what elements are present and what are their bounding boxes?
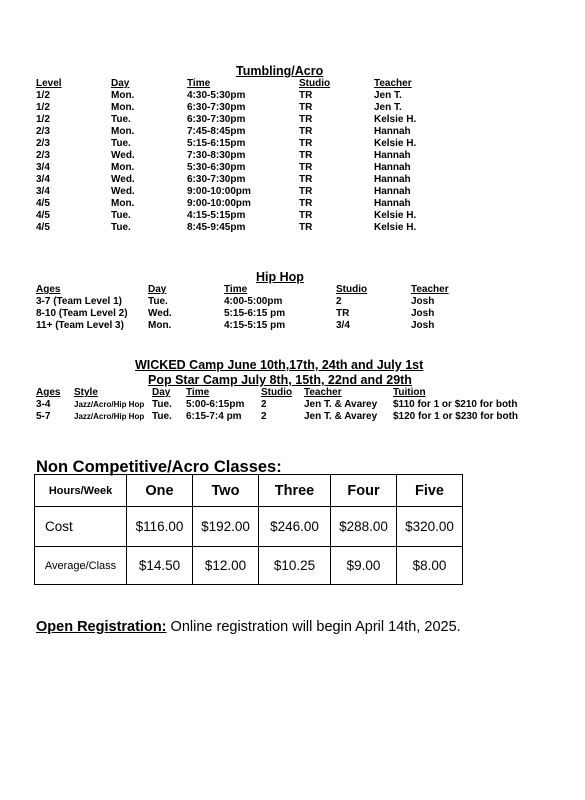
camp-cell: 6:15-7:4 pm: [186, 411, 242, 422]
tumbling-cell: Tue.: [111, 222, 131, 233]
tumbling-cell: 3/4: [36, 174, 50, 185]
tumbling-cell: 4:30-5:30pm: [187, 90, 246, 101]
cost-cell: $246.00: [259, 507, 331, 547]
camp-cell: 2: [261, 399, 267, 410]
tumbling-cell: TR: [299, 150, 313, 161]
tumbling-header-cell: Day: [111, 78, 130, 89]
tumbling-header-cell: Studio: [299, 78, 331, 89]
hiphop-cell: 4:15-5:15 pm: [224, 320, 286, 331]
tumbling-cell: Kelsie H.: [374, 138, 417, 149]
tumbling-cell: 7:45-8:45pm: [187, 126, 246, 137]
average-class-cell: $9.00: [331, 547, 397, 585]
hiphop-cell: Josh: [411, 320, 435, 331]
registration-text: Online registration will begin April 14th, 2025.: [166, 619, 461, 635]
tumbling-header-cell: Teacher: [374, 78, 412, 89]
tumbling-row: [36, 162, 454, 174]
tumbling-row: [36, 90, 454, 102]
camp-cell: 5:00-6:15pm: [186, 399, 245, 410]
tumbling-cell: Kelsie H.: [374, 210, 417, 221]
camp-header-cell: Style: [74, 387, 98, 398]
average-class-cell: $8.00: [397, 547, 463, 585]
tumbling-cell: 3/4: [36, 162, 50, 173]
tumbling-cell: 2/3: [36, 138, 50, 149]
camp-header-cell: Tuition: [393, 387, 426, 398]
registration-label: Open Registration:: [36, 619, 167, 635]
camp-cell: Tue.: [152, 411, 172, 422]
tumbling-header-cell: Level: [36, 78, 62, 89]
tumbling-cell: 6:30-7:30pm: [187, 174, 246, 185]
cost-cell: $116.00: [127, 507, 193, 547]
hiphop-cell: 11+ (Team Level 3): [36, 320, 124, 331]
tumbling-cell: Wed.: [111, 150, 135, 161]
tumbling-cell: 1/2: [36, 114, 50, 125]
tumbling-cell: Tue.: [111, 210, 131, 221]
hiphop-cell: 3/4: [336, 320, 350, 331]
tumbling-cell: 5:30-6:30pm: [187, 162, 246, 173]
tumbling-cell: 4/5: [36, 198, 50, 209]
hours-column-header-cell: Two: [193, 475, 259, 507]
average-class-cell: $10.25: [259, 547, 331, 585]
tumbling-row: [36, 210, 454, 222]
hiphop-schedule-table: [36, 284, 491, 332]
camp-header-cell: Day: [152, 387, 171, 398]
tumbling-cell: 4/5: [36, 210, 50, 221]
tumbling-cell: Hannah: [374, 186, 411, 197]
camp-header-cell: Studio: [261, 387, 293, 398]
hiphop-header-cell: Day: [148, 284, 167, 295]
cost-cell: $288.00: [331, 507, 397, 547]
tumbling-cell: TR: [299, 138, 313, 149]
tumbling-cell: TR: [299, 126, 313, 137]
tumbling-cell: 8:45-9:45pm: [187, 222, 246, 233]
camp-cell: $110 for 1 or $210 for both: [393, 399, 518, 410]
camp-cell: 5-7: [36, 411, 51, 422]
hours-column-header-cell: One: [127, 475, 193, 507]
tumbling-cell: 3/4: [36, 186, 50, 197]
camp-cell: Tue.: [152, 399, 172, 410]
tumbling-cell: 9:00-10:00pm: [187, 186, 251, 197]
hiphop-row: [36, 296, 491, 308]
hiphop-cell: 5:15-6:15 pm: [224, 308, 286, 319]
tumbling-row: [36, 126, 454, 138]
camp-header-cell: Teacher: [304, 387, 342, 398]
pricing-table: [34, 474, 463, 585]
tumbling-cell: TR: [299, 114, 313, 125]
cost-cell: $192.00: [193, 507, 259, 547]
hours-column-header-cell: Four: [331, 475, 397, 507]
tumbling-cell: 5:15-6:15pm: [187, 138, 246, 149]
tumbling-cell: TR: [299, 186, 313, 197]
average-class-cell: $12.00: [193, 547, 259, 585]
tumbling-row: [36, 102, 454, 114]
camp-header-cell: Time: [186, 387, 210, 398]
tumbling-cell: Hannah: [374, 162, 411, 173]
tumbling-cell: Tue.: [111, 114, 131, 125]
camp-cell: 2: [261, 411, 267, 422]
tumbling-cell: Kelsie H.: [374, 114, 417, 125]
tumbling-cell: Wed.: [111, 186, 135, 197]
tumbling-cell: 4:15-5:15pm: [187, 210, 246, 221]
average-class-label: Average/Class: [35, 547, 127, 585]
tumbling-cell: Mon.: [111, 90, 135, 101]
tumbling-cell: TR: [299, 102, 313, 113]
tumbling-cell: TR: [299, 222, 313, 233]
hiphop-title: Hip Hop: [256, 270, 304, 284]
tumbling-cell: 9:00-10:00pm: [187, 198, 251, 209]
hours-column-header-cell: Three: [259, 475, 331, 507]
tumbling-cell: Jen T.: [374, 102, 402, 113]
tumbling-cell: 1/2: [36, 102, 50, 113]
tumbling-row: [36, 174, 454, 186]
hiphop-cell: 2: [336, 296, 342, 307]
tumbling-cell: Hannah: [374, 150, 411, 161]
hiphop-cell: Wed.: [148, 308, 172, 319]
hiphop-row: [36, 308, 491, 320]
tumbling-cell: Mon.: [111, 102, 135, 113]
hiphop-header-cell: Ages: [36, 284, 61, 295]
tumbling-row: [36, 198, 454, 210]
tumbling-cell: Mon.: [111, 162, 135, 173]
tumbling-row: [36, 150, 454, 162]
tumbling-cell: Wed.: [111, 174, 135, 185]
tumbling-title: Tumbling/Acro: [236, 64, 324, 78]
hiphop-cell: TR: [336, 308, 350, 319]
tumbling-cell: Kelsie H.: [374, 222, 417, 233]
tumbling-cell: 2/3: [36, 126, 50, 137]
hiphop-cell: 3-7 (Team Level 1): [36, 296, 122, 307]
average-class-cell: $14.50: [127, 547, 193, 585]
tumbling-cell: TR: [299, 90, 313, 101]
hours-week-label: Hours/Week: [35, 475, 127, 507]
cost-cell: $320.00: [397, 507, 463, 547]
tumbling-cell: TR: [299, 198, 313, 209]
tumbling-cell: TR: [299, 210, 313, 221]
hiphop-cell: Tue.: [148, 296, 168, 307]
tumbling-cell: 6:30-7:30pm: [187, 102, 246, 113]
wicked-camp-title: WICKED Camp June 10th,17th, 24th and July 1st: [135, 358, 424, 372]
hiphop-cell: Mon.: [148, 320, 172, 331]
tumbling-header-cell: Time: [187, 78, 211, 89]
tumbling-cell: 6:30-7:30pm: [187, 114, 246, 125]
hiphop-cell: Josh: [411, 296, 435, 307]
camp-cell: Jen T. & Avarey: [304, 411, 378, 422]
tumbling-cell: 7:30-8:30pm: [187, 150, 246, 161]
tumbling-cell: TR: [299, 162, 313, 173]
camp-header-cell: Ages: [36, 387, 61, 398]
hiphop-header-cell: Time: [224, 284, 248, 295]
tumbling-cell: Hannah: [374, 198, 411, 209]
tumbling-cell: Mon.: [111, 126, 135, 137]
camp-row: [36, 411, 563, 423]
tumbling-cell: 4/5: [36, 222, 50, 233]
camp-row: [36, 399, 563, 411]
hours-column-header-cell: Five: [397, 475, 463, 507]
cost-label: Cost: [35, 507, 127, 547]
hiphop-header-cell: Teacher: [411, 284, 449, 295]
camp-cell: 3-4: [36, 399, 51, 410]
camp-cell: Jen T. & Avarey: [304, 399, 378, 410]
tumbling-cell: Jen T.: [374, 90, 402, 101]
tumbling-cell: Mon.: [111, 198, 135, 209]
camp-schedule-table: [36, 387, 563, 423]
noncompetitive-heading: Non Competitive/Acro Classes:: [36, 458, 282, 476]
tumbling-row: [36, 222, 454, 234]
popstar-camp-title: Pop Star Camp July 8th, 15th, 22nd and 29th: [148, 373, 412, 387]
tumbling-schedule-table: [36, 78, 454, 234]
hiphop-cell: 8-10 (Team Level 2): [36, 308, 128, 319]
tumbling-row: [36, 114, 454, 126]
camp-cell: $120 for 1 or $230 for both: [393, 411, 519, 422]
hiphop-header-cell: Studio: [336, 284, 368, 295]
hiphop-row: [36, 320, 491, 332]
hiphop-cell: 4:00-5:00pm: [224, 296, 283, 307]
tumbling-cell: 2/3: [36, 150, 50, 161]
hiphop-cell: Josh: [411, 308, 435, 319]
tumbling-cell: Hannah: [374, 126, 411, 137]
registration-note: [36, 619, 461, 635]
tumbling-cell: TR: [299, 174, 313, 185]
tumbling-row: [36, 186, 454, 198]
tumbling-cell: Tue.: [111, 138, 131, 149]
camp-cell: Jazz/Acro/Hip Hop: [74, 412, 145, 421]
tumbling-row: [36, 138, 454, 150]
tumbling-cell: 1/2: [36, 90, 50, 101]
camp-cell: Jazz/Acro/Hip Hop: [74, 400, 145, 409]
tumbling-cell: Hannah: [374, 174, 411, 185]
